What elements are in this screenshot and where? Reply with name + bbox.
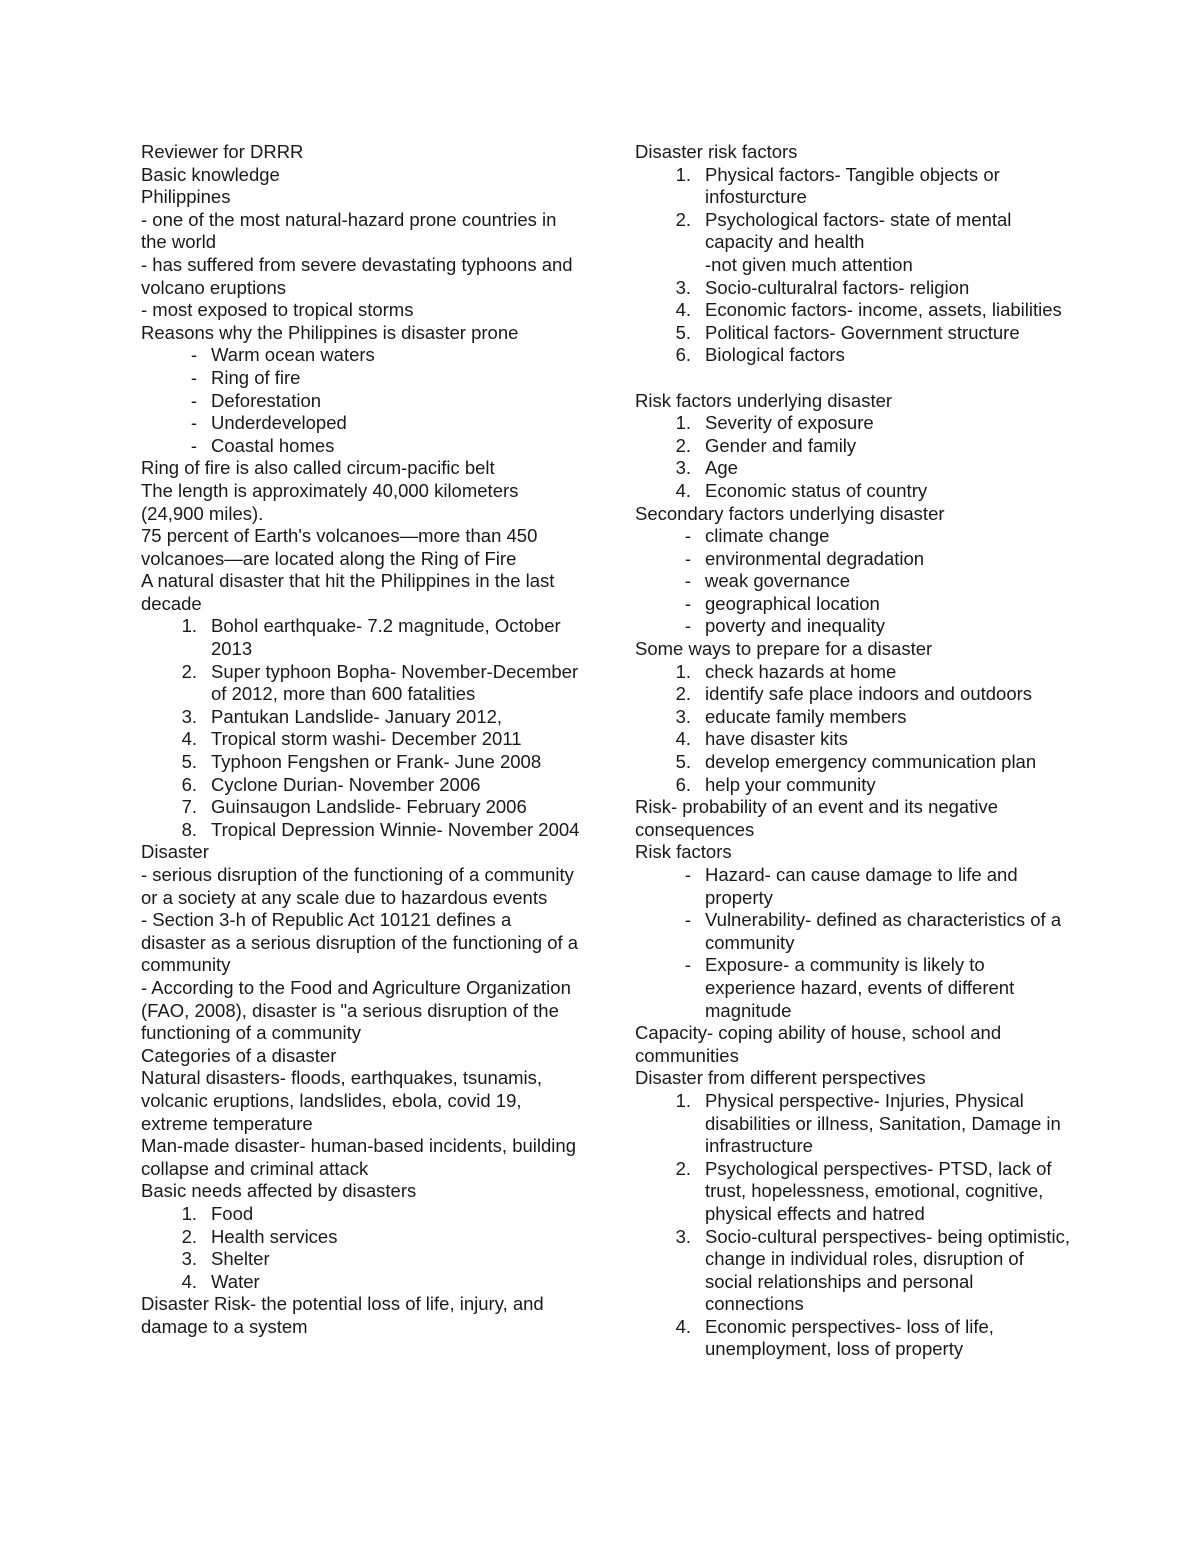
right-column [635,141,1075,1361]
text-line: Ring of fire is also called circum-pacific belt [141,457,495,479]
list-item: - Warm ocean waters [190,344,375,366]
list-item-note: -not given much attention [705,253,913,275]
list-item: - Exposure- a community is likely to experience hazard, events of different magnitude [684,954,1015,1021]
underlying-list [635,412,1075,502]
list-item: 1. Food [181,1202,254,1224]
section-heading: Basic knowledge [141,163,280,185]
text-line: Risk- probability of an event and its negative consequences [635,796,999,840]
text-line: Capacity- coping ability of house, school and communities [635,1022,1002,1066]
blank-line [635,367,1075,390]
section-heading: Disaster risk factors [635,141,798,162]
list-item: 6. Cyclone Durian- November 2006 [181,773,481,795]
section-heading: A natural disaster that hit the Philippines in the last decade [141,570,555,614]
list-item: 3. Shelter [181,1248,270,1270]
list-item: - weak governance [684,570,851,592]
section-heading: Secondary factors underlying disaster [635,502,945,524]
list-item: 2. Gender and family [675,434,857,456]
basic-needs-list [141,1203,581,1293]
list-item: 7. Guinsaugon Landslide- February 2006 [181,796,527,818]
list-item: 2. identify safe place indoors and outdoors [675,683,1033,705]
list-item: - Hazard- can cause damage to life and property [684,864,1018,908]
list-item: 5. Typhoon Fengshen or Frank- June 2008 [181,751,542,773]
list-item: 1. Bohol earthquake- 7.2 magnitude, October 2013 [181,615,561,660]
section-heading: Disaster [141,841,209,863]
prepare-list [635,661,1075,797]
text-line: Natural disasters- floods, earthquakes, tsunamis, volcanic eruptions, landslides, ebola, covid 19, extreme temperature [141,1067,543,1134]
list-item: 4. have disaster kits [675,728,848,750]
list-item: 3. Socio-culturalral factors- religion [675,276,970,298]
list-item: 1. Physical factors- Tangible objects or infosturcture [675,163,1000,208]
section-heading: Risk factors underlying disaster [635,389,893,411]
text-line: - most exposed to tropical storms [141,299,414,321]
text-line: - Section 3-h of Republic Act 10121 defines a disaster as a serious disruption of the functioning of a community [141,909,579,976]
document-title: Reviewer for DRRR [141,141,304,162]
list-item: 6. help your community [675,773,876,795]
list-item: 2. Psychological perspectives- PTSD, lack of trust, hopelessness, emotional, cognitive, physical effects and hatred [675,1157,1052,1224]
list-item: - poverty and inequality [684,615,885,637]
list-item: 1. Severity of exposure [675,412,874,434]
section-heading: Reasons why the Philippines is disaster prone [141,321,519,343]
list-item: 4. Economic status of country [675,479,928,501]
list-item: 4. Economic perspectives- loss of life, unemployment, loss of property [675,1315,994,1360]
list-item: - geographical location [684,592,880,614]
text-line: Man-made disaster- human-based incidents, building collapse and criminal attack [141,1135,576,1179]
reasons-list [141,344,581,457]
list-item: 3. educate family members [675,705,907,727]
section-heading: Disaster from different perspectives [635,1067,926,1089]
text-line: - one of the most natural-hazard prone countries in the world [141,208,557,253]
list-item: 3. Age [675,457,738,479]
list-item: 4. Economic factors- income, assets, liabilities [675,299,1062,321]
list-item: 3. Pantukan Landslide- January 2012, [181,705,503,727]
list-item: - Coastal homes [190,434,335,456]
list-item: 1. check hazards at home [675,660,897,682]
list-item: 2. Psychological factors- state of mental capacity and health -not given much attention [635,209,1075,277]
list-item: 2. Health services [181,1225,338,1247]
left-column [141,141,581,1338]
section-heading: Risk factors [635,841,732,863]
section-heading: Categories of a disaster [141,1044,337,1066]
list-item: - environmental degradation [684,547,925,569]
section-heading: Philippines [141,186,231,208]
list-item: 6. Biological factors [675,344,845,366]
list-item: - climate change [684,525,830,547]
list-item: 5. develop emergency communication plan [675,751,1037,773]
section-heading: Basic needs affected by disasters [141,1180,417,1202]
section-heading: Some ways to prepare for a disaster [635,638,933,660]
text-line: - According to the Food and Agriculture Organization (FAO, 2008), disaster is "a serious disruption of the functioning of a community [141,976,571,1044]
list-item: 2. Super typhoon Bopha- November-December of 2012, more than 600 fatalities [181,660,579,705]
secondary-list [635,525,1075,638]
list-item: - Ring of fire [190,366,301,388]
list-item: 4. Tropical storm washi- December 2011 [181,728,522,750]
disasters-list [141,615,581,841]
list-item: - Deforestation [190,389,322,411]
text-line: - has suffered from severe devastating typhoons and volcano eruptions [141,253,573,298]
perspectives-list [635,1090,1075,1361]
list-item: - Underdeveloped [190,412,347,434]
list-item: - Vulnerability- defined as characteristics of a community [684,909,1062,953]
list-item: 5. Political factors- Government structure [675,321,1020,343]
text-line: - serious disruption of the functioning of a community or a society at any scale due to hazardous events [141,864,574,908]
risk-factors2-list [635,864,1075,1022]
text-line: 75 percent of Earth's volcanoes—more than 450 volcanoes—are located along the Ring of Fire [141,525,538,569]
list-item: 8. Tropical Depression Winnie- November 2004 [181,818,580,840]
list-item: 3. Socio-cultural perspectives- being optimistic, change in individual roles, disruption of social relationships and personal connections [675,1225,1071,1315]
text-line: Disaster Risk- the potential loss of life, injury, and damage to a system [141,1293,544,1337]
risk-factors-list [635,164,1075,367]
text-line: The length is approximately 40,000 kilometers (24,900 miles). [141,479,519,524]
list-item: 1. Physical perspective- Injuries, Physical disabilities or illness, Sanitation, Damage in infrastructure [675,1089,1061,1157]
list-item: 4. Water [181,1270,260,1292]
